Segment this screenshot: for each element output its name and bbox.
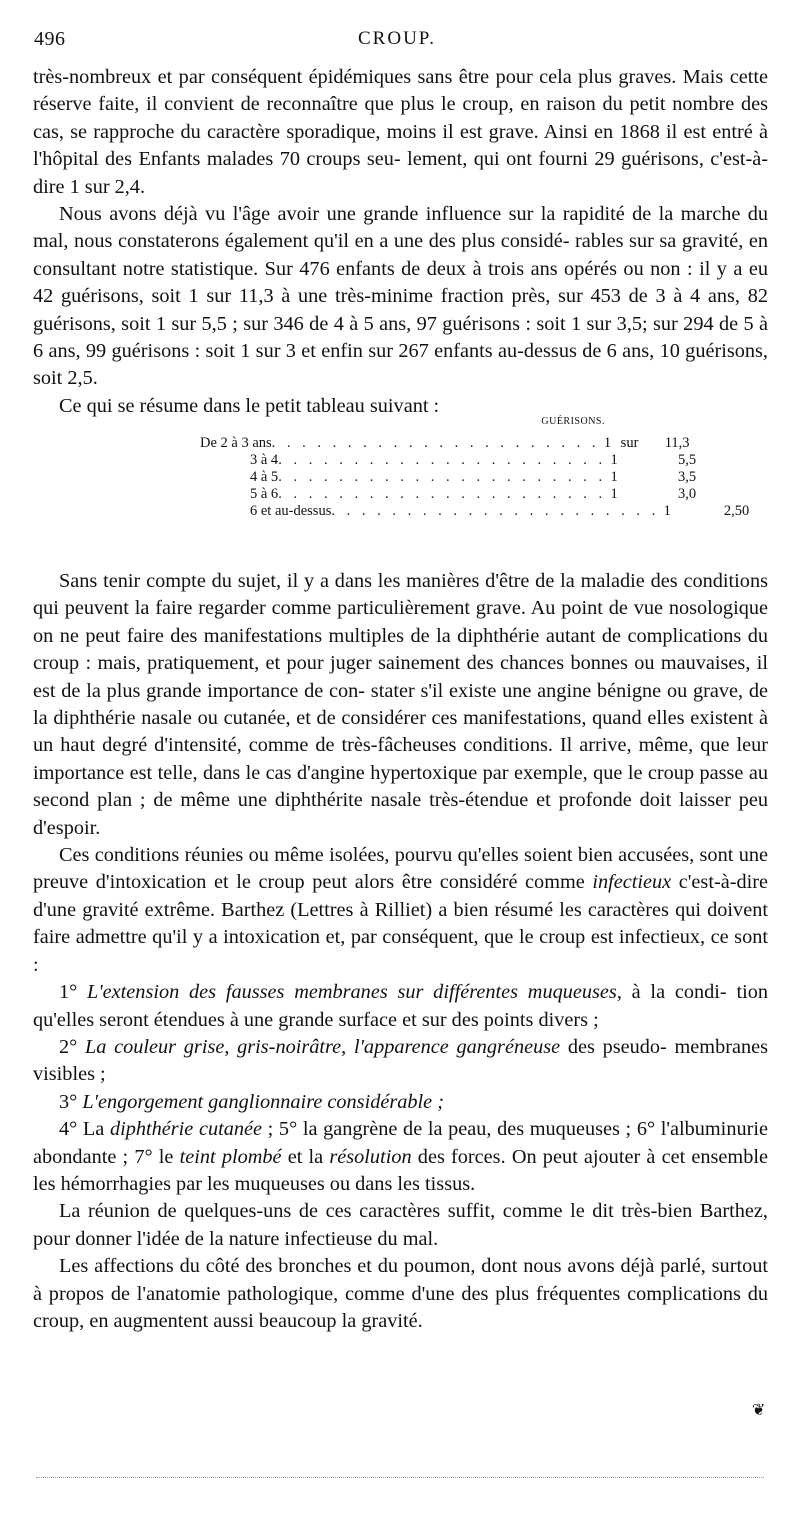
ornament-icon: ❦ [752, 1402, 766, 1419]
italic-term: diphthérie cutanée [109, 1118, 263, 1141]
text-line: des forces. On [411, 1145, 537, 1168]
text-line: très-nombreux et par conséquent épidémiques sans être pour cela plus graves. [33, 66, 677, 88]
text-line: Mais cette réserve faite, il convient de reconnaître que plus le croup, en raison [33, 66, 768, 116]
text-line: de vue nosologique on ne peut faire des manifestations multiples de la diphthérie [33, 597, 768, 647]
table-row-label: 3 à 4 [250, 452, 279, 468]
text-line: 6° l'albuminurie abondante ; 7° le [33, 1118, 768, 1168]
ratio-value: 5,5 [677, 452, 697, 468]
text-line: conséquent, que le croup est infectieux, ce sont : [33, 926, 768, 976]
table-row-label: 5 à 6 [250, 486, 279, 502]
italic-term: L'engorgement ganglionnaire considérable ; [82, 1090, 444, 1113]
table-row-ratio [606, 452, 696, 469]
table-row [200, 503, 750, 520]
text-line: , à la condi- [616, 981, 727, 1004]
text-line: autant de complications du croup : mais, pratiquement, et pour juger sainement [33, 624, 768, 675]
text-line: 1 sur 3 et enfin sur 267 enfants au-dessus de 6 ans, 10 guérisons, soit 2,5. [33, 340, 768, 390]
recovery-table [200, 413, 750, 520]
italic-term: l'apparence gangréneuse [353, 1035, 561, 1058]
text-line: La [77, 1118, 110, 1141]
text-line: des pseudo- [560, 1035, 667, 1058]
text-line: 5 ans, 97 guérisons : soit 1 sur 3,5; sur 294 de 5 à 6 ans, 99 guérisons : soit [33, 312, 768, 363]
lower-text-block [33, 568, 768, 1335]
text-line: sont une preuve d'intoxication et le croup peut alors être considéré comme [33, 844, 768, 894]
text-line: cutanée, et de considérer ces manifestations, quand elles existent à un haut [33, 707, 768, 757]
text-line: peut ajouter à cet ensemble les hémorrhagies par les muqueuses ou dans les [33, 1145, 768, 1195]
list-number: 2° [59, 1035, 78, 1058]
text-line: Ce qui se résume dans le petit tableau suivant : [59, 394, 440, 417]
ratio-value: 2,50 [723, 503, 750, 519]
table-row-label: 4 à 5 [250, 469, 279, 485]
table-row-ratio [606, 486, 696, 503]
list-number: 4° [59, 1118, 78, 1141]
text-line: rables sur sa gravité, en consultant notre statistique. Sur 476 enfants de deux à [33, 230, 768, 280]
table-row-ratio [659, 503, 749, 520]
italic-term: La couleur grise [84, 1035, 225, 1058]
text-line: tissus. [425, 1172, 476, 1195]
italic-term: teint plombé [179, 1145, 282, 1168]
ratio-sur [622, 452, 650, 469]
text-line: Nous avons déjà vu l'âge avoir une grande influence sur la rapidité de la [59, 203, 674, 226]
ratio-one: 1 [610, 469, 618, 485]
leader-dots: . . . . . . . . . . . . . . . . . . . . . . [271, 435, 600, 451]
text-line: croup passe au second plan ; de même une diphthérite nasale très-étendue et [33, 761, 768, 812]
text-line: conditions qui peuvent la faire regarder comme particulièrement grave. Au point [33, 570, 768, 620]
text-line: parlé, surtout à propos de l'anatomie pathologique, comme d'une des plus [33, 1255, 768, 1305]
separator: , [341, 1035, 354, 1058]
leader-dots: . . . . . . . . . . . . . . . . . . . . . . [278, 469, 607, 485]
table-row [200, 469, 697, 486]
italic-term: infectieux [592, 871, 672, 894]
ratio-sur [675, 503, 703, 520]
list-number: 3° [59, 1090, 78, 1113]
text-line: tion qu'elles seront étendues à une grande surface et sur des points divers ; [33, 981, 768, 1031]
italic-term: gris-noirâtre [237, 1035, 342, 1058]
page-number: 496 [34, 28, 66, 50]
text-line: des chances bonnes ou mauvaises, il est de la plus grande importance de con- [33, 652, 768, 702]
text-line: stater s'il existe une angine bénigne ou grave, de la diphthérie nasale ou [33, 679, 768, 730]
paragraph-age-statistics [33, 201, 768, 393]
text-line: Les affections du côté des bronches et du poumon, dont nous avons déjà [59, 1255, 655, 1278]
table-row [200, 452, 697, 469]
italic-term: résolution [329, 1145, 412, 1168]
paragraph-complications [33, 1253, 768, 1335]
text-line: trois ans opérés ou non : il y a eu 42 guérisons, soit 1 sur 11,3 à une très-minime [33, 257, 768, 308]
paragraph-intoxication [33, 842, 768, 979]
table-row-ratio [600, 435, 690, 452]
table-row [200, 486, 697, 503]
table-row-label: De 2 à 3 ans [200, 435, 272, 451]
table-row-label: 6 et au-dessus [250, 503, 332, 519]
ratio-one: 1 [603, 435, 612, 451]
list-number: 1° [59, 981, 78, 1004]
text-line: c'est-à-dire d'une gravité extrême. Barthez (Lettres à Rilliet) a bien [33, 871, 769, 921]
list-item-2 [33, 1034, 768, 1089]
ratio-sur [622, 486, 650, 503]
ratio-sur: sur [620, 435, 639, 451]
text-line: Ces conditions réunies ou même isolées, pourvu qu'elles soient bien accusées, [59, 844, 695, 867]
ratio-one: 1 [610, 486, 618, 502]
leader-dots: . . . . . . . . . . . . . . . . . . . . . . [278, 486, 607, 502]
list-item-3 [33, 1089, 768, 1116]
text-line: fréquentes complications du croup, en augmentent aussi beaucoup la gravité. [33, 1282, 768, 1332]
paragraph-continuation [33, 64, 768, 201]
ratio-one: 1 [663, 503, 671, 519]
table-row-ratio [606, 469, 696, 486]
ratio-value: 3,0 [677, 486, 697, 502]
list-item-4 [33, 1116, 768, 1198]
ratio-one: 1 [610, 452, 618, 468]
running-title: CROUP. [358, 28, 436, 49]
text-line: grave. Ainsi en 1868 il est entré à l'hôpital des Enfants malades 70 croups seu- [33, 120, 768, 171]
text-line: résumé les caractères qui doivent faire admettre qu'il y a intoxication et, par [33, 898, 768, 949]
text-line: membranes visibles ; [33, 1035, 768, 1086]
text-line: degré d'intensité, comme de très-fâcheuses conditions. Il arrive, même, que leur [102, 734, 768, 757]
ratio-sur [622, 469, 650, 486]
ratio-value: 11,3 [664, 435, 690, 451]
text-line: profonde doit laisser peu d'espoir. [33, 789, 768, 839]
italic-term: L'extension des fausses membranes sur différentes muqueuses [87, 981, 617, 1004]
leader-dots: . . . . . . . . . . . . . . . . . . . . . . [278, 452, 607, 468]
paragraph-severe-conditions [33, 568, 768, 842]
table-header: GUÉRISONS. [541, 416, 605, 427]
text-line: importance est telle, dans le cas d'angine hypertoxique par exemple, que le [33, 761, 643, 784]
text-line: du petit nombre des cas, se rapproche du caractère sporadique, moins il est [33, 93, 768, 143]
text-line: lement, qui ont fourni 29 guérisons, c'est-à-dire 1 sur 2,4. [33, 148, 768, 198]
running-header [34, 24, 760, 58]
upper-text-block [33, 64, 768, 420]
text-line: Sans tenir compte du sujet, il y a dans les manières d'être de la maladie des [59, 570, 678, 592]
leader-dots: . . . . . . . . . . . . . . . . . . . . . . [331, 503, 660, 519]
text-line: fraction près, sur 453 de 3 à 4 ans, 82 guérisons, soit 1 sur 5,5 ; sur 346 de 4 à [33, 285, 768, 335]
text-line: Barthez, pour donner l'idée de la nature infectieuse du mal. [33, 1200, 768, 1250]
text-line: ; 5° la gangrène de la peau, des muqueuses ; [262, 1118, 632, 1141]
table-row [200, 435, 690, 452]
text-line: et la [281, 1145, 330, 1168]
ratio-value: 3,5 [677, 469, 697, 485]
paragraph-barthez [33, 1198, 768, 1253]
list-item-1 [33, 979, 768, 1034]
text-line: marche du mal, nous constaterons également qu'il en a une des plus considé- [33, 203, 769, 253]
bottom-rule [36, 1477, 764, 1478]
separator: , [224, 1035, 238, 1058]
text-line: La réunion de quelques-uns de ces caractères suffit, comme le dit très-bien [59, 1200, 693, 1223]
